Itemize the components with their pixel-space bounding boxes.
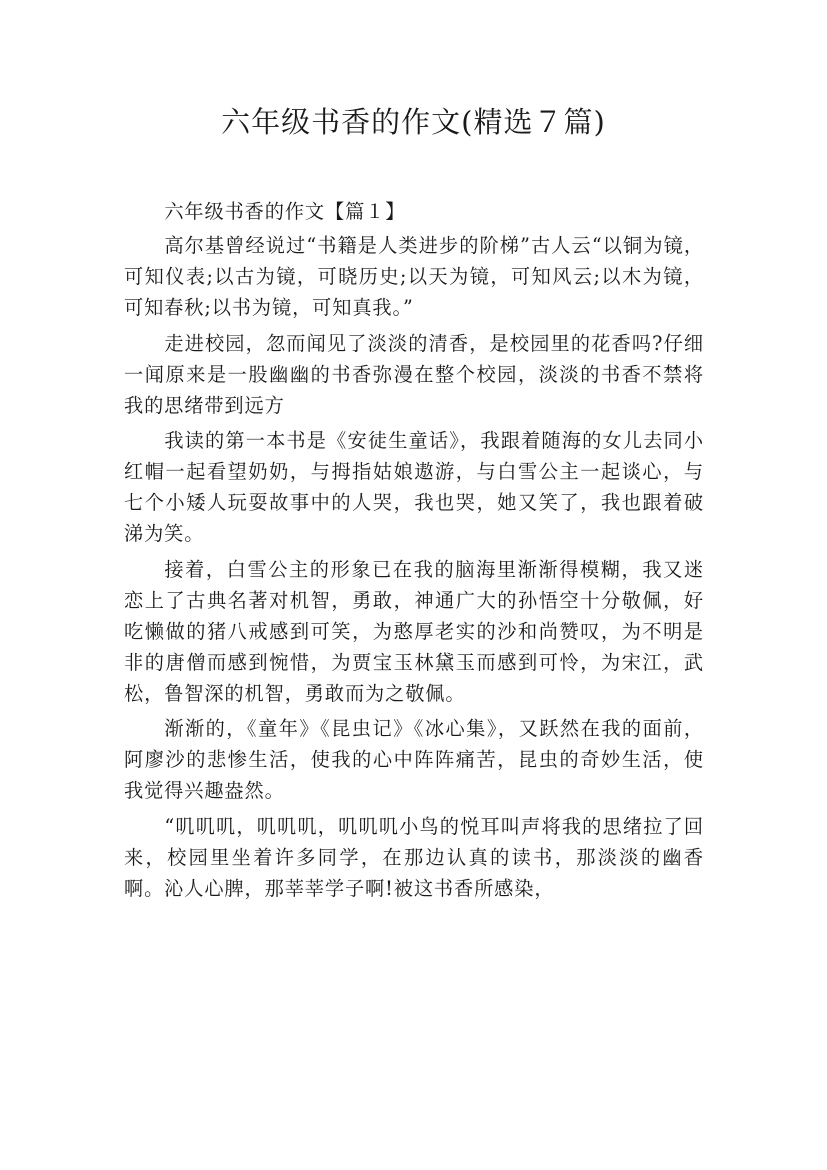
paragraph-2: 走进校园，忽而闻见了淡淡的清香，是校园里的花香吗?仔细一闻原来是一股幽幽的书香弥漫在整个校园，淡淡的书香不禁将我的思绪带到远方	[124, 331, 704, 417]
paragraph-6: “叽叽叽，叽叽叽，叽叽叽小鸟的悦耳叫声将我的思绪拉了回来，校园里坐着许多同学，在那边认真的读书，那淡淡的幽香啊。沁人心脾，那莘莘学子啊!被这书香所感染，	[124, 814, 704, 900]
paragraph-5: 渐渐的，《童年》《昆虫记》《冰心集》，又跃然在我的面前，阿廖沙的悲惨生活，使我的心中阵阵痛苦，昆虫的奇妙生活，使我觉得兴趣盎然。	[124, 717, 704, 802]
section-heading: 六年级书香的作文【篇１】	[164, 200, 406, 223]
paragraph-4: 接着，白雪公主的形象已在我的脑海里渐渐得模糊，我又迷恋上了古典名著对机智，勇敢，神通广大的孙悟空十分敬佩，好吃懒做的猪八戒感到可笑，为憨厚老实的沙和尚赞叹，为不明是非的唐僧而感到惋惜，为贾宝玉林黛玉而感到可怜，为宋江，武松，鲁智深的机智，勇敢而为之敬佩。	[124, 557, 704, 705]
paragraph-1: 高尔基曾经说过“书籍是人类进步的阶梯”古人云“以铜为镜，可知仪表;以古为镜，可晓历史;以天为镜，可知风云;以木为镜，可知春秋;以书为镜，可知真我。”	[124, 234, 704, 319]
document-title: 六年级书香的作文(精选７篇)	[221, 105, 606, 139]
paragraph-3: 我读的第一本书是《安徒生童话》，我跟着随海的女儿去同小红帽一起看望奶奶，与拇指姑娘遨游，与白雪公主一起谈心，与七个小矮人玩耍故事中的人哭，我也哭，她又笑了，我也跟着破涕为笑。	[124, 429, 704, 545]
document-body	[124, 196, 704, 908]
